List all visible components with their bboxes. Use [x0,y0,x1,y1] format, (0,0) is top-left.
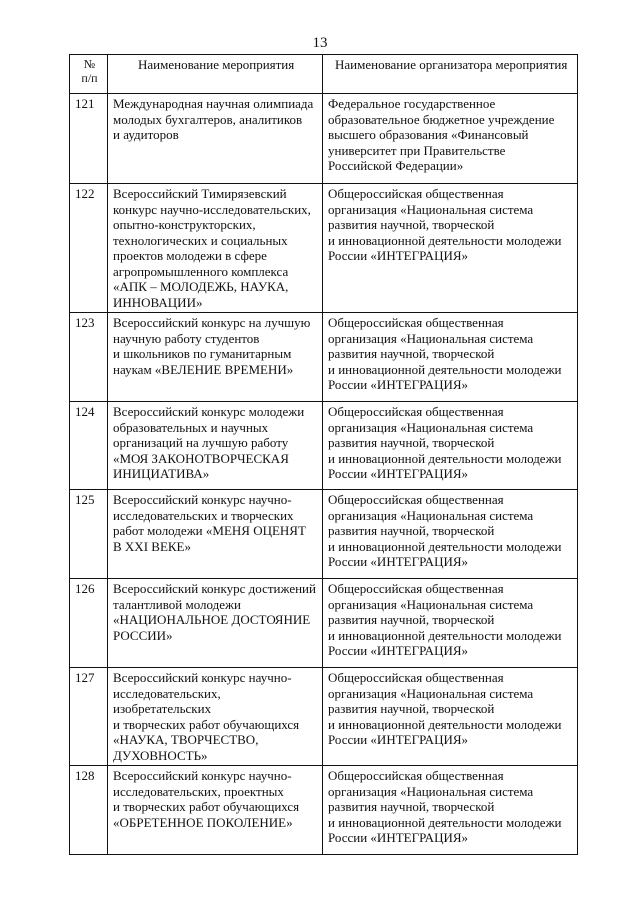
table-row [70,766,578,855]
row-number: 124 [70,402,108,490]
page-number: 13 [312,35,328,51]
row-event-name: Всероссийский конкурс научно- исследовательских, изобретательских и творческих работ обучающихся «НАУКА, ТВОРЧЕСТВО, ДУХОВНОСТЬ» [108,668,323,766]
table-row [70,579,578,668]
events-table [69,54,578,855]
header-number: № п/п [70,55,108,94]
row-number: 127 [70,668,108,766]
row-organizer: Общероссийская общественная организация «Национальная система развития научной, творческой и инновационной деятельности молодежи России «ИНТЕГРАЦИЯ» [323,402,578,490]
table-row [70,184,578,313]
table-row [70,402,578,490]
row-event-name: Всероссийский конкурс научно- исследовательских и творческих работ молодежи «МЕНЯ ОЦЕНЯТ В XXI ВЕКЕ» [108,490,323,579]
row-event-name: Всероссийский конкурс достижений талантливой молодежи «НАЦИОНАЛЬНОЕ ДОСТОЯНИЕ РОССИИ» [108,579,323,668]
row-organizer: Общероссийская общественная организация «Национальная система развития научной, творческой и инновационной деятельности молодежи России «ИНТЕГРАЦИЯ» [323,313,578,402]
row-organizer: Общероссийская общественная организация «Национальная система развития научной, творческой и инновационной деятельности молодежи России «ИНТЕГРАЦИЯ» [323,184,578,313]
row-event-name: Международная научная олимпиада молодых бухгалтеров, аналитиков и аудиторов [108,94,323,184]
row-number: 125 [70,490,108,579]
row-organizer: Федеральное государственное образовательное бюджетное учреждение высшего образования «Финансовый университет при Правительстве Российской Федерации» [323,94,578,184]
row-organizer: Общероссийская общественная организация «Национальная система развития научной, творческой и инновационной деятельности молодежи России «ИНТЕГРАЦИЯ» [323,668,578,766]
row-number: 122 [70,184,108,313]
row-organizer: Общероссийская общественная организация «Национальная система развития научной, творческой и инновационной деятельности молодежи России «ИНТЕГРАЦИЯ» [323,579,578,668]
row-event-name: Всероссийский конкурс на лучшую научную работу студентов и школьников по гуманитарным наукам «ВЕЛЕНИЕ ВРЕМЕНИ» [108,313,323,402]
row-organizer: Общероссийская общественная организация «Национальная система развития научной, творческой и инновационной деятельности молодежи России «ИНТЕГРАЦИЯ» [323,490,578,579]
row-number: 128 [70,766,108,855]
table-row [70,313,578,402]
table-header-row [70,55,578,94]
row-organizer: Общероссийская общественная организация «Национальная система развития научной, творческой и инновационной деятельности молодежи России «ИНТЕГРАЦИЯ» [323,766,578,855]
row-number: 126 [70,579,108,668]
row-event-name: Всероссийский Тимирязевский конкурс научно-исследовательских, опытно-конструкторских, технологических и социальных проектов молодежи в сфере агропромышленного комплекса «АПК – МОЛОДЕЖЬ, НАУКА, ИННОВАЦИИ» [108,184,323,313]
header-organizer: Наименование организатора мероприятия [323,55,578,94]
row-event-name: Всероссийский конкурс научно- исследовательских, проектных и творческих работ обучающихся «ОБРЕТЕННОЕ ПОКОЛЕНИЕ» [108,766,323,855]
header-event-name: Наименование мероприятия [108,55,323,94]
row-number: 123 [70,313,108,402]
row-event-name: Всероссийский конкурс молодежи образовательных и научных организаций на лучшую работу «МОЯ ЗАКОНОТВОРЧЕСКАЯ ИНИЦИАТИВА» [108,402,323,490]
table-row [70,668,578,766]
row-number: 121 [70,94,108,184]
table-row [70,490,578,579]
table-row [70,94,578,184]
